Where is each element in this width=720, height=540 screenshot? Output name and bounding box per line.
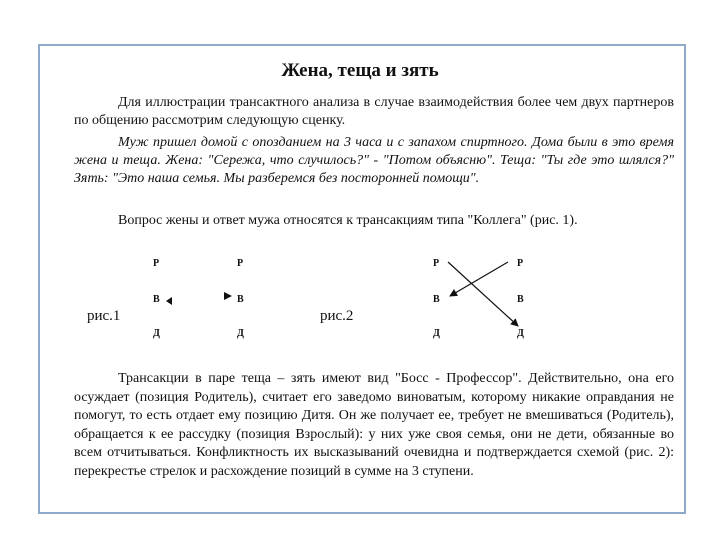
fig2-parent-right: Р xyxy=(517,258,524,269)
fig1-child-left: Д xyxy=(153,328,160,339)
fig2-child-left: Д xyxy=(433,328,440,339)
question-paragraph: Вопрос жены и ответ мужа относятся к трансакциям типа "Коллега" (рис. 1). xyxy=(118,213,578,228)
fig1-parent-right: Р xyxy=(237,258,244,269)
intro-paragraph: Для иллюстрации трансактного анализа в случае взаимодействия более чем двух партнеров по общению рассмотрим следующую сценку. xyxy=(74,95,674,128)
page-title: Жена, теща и зять xyxy=(281,60,439,81)
fig1-adult-left: В xyxy=(153,294,160,305)
fig2-parent-left: Р xyxy=(433,258,440,269)
fig2-child-right: Д xyxy=(517,328,524,339)
fig1-caption: рис.1 xyxy=(87,308,121,324)
fig2-adult-left: В xyxy=(433,294,440,305)
fig1-arrow-right xyxy=(224,292,232,300)
fig1-parent-left: Р xyxy=(153,258,160,269)
fig1-adult-right: В xyxy=(237,294,244,305)
fig1-diagram xyxy=(140,250,260,345)
conclusion-paragraph: Трансакции в паре теща – зять имеют вид "Босс - Профессор". Действительно, она его осуждает (позиция Родитель), считает его заведомо виноватым, которому никакие оправдания не помогут, то есть отдает ему позицию Дитя. Он же получает ее, требует не вмешиваться (Родитель), обращается к ее рассудку (позиция Взрослый): у них уже своя семья, они не дети, обязанные во всем отчитываться. Конфликтность их высказываний очевидна и подтверждается схемой (рис. 2): перекрестье стрелок и расхождение позиций в сумме на 3 ступени. xyxy=(74,371,674,479)
fig1-arrows xyxy=(140,250,260,345)
fig1-child-right: Д xyxy=(237,328,244,339)
scene-paragraph: Муж пришел домой с опозданием на 3 часа и с запахом спиртного. Дома были в это время жена и теща. Жена: "Сережа, что случилось?" - "Потом объясню". Теща: "Ты где это шлялся?" Зять: "Это наша семья. Мы разберемся без посторонней помощи". xyxy=(74,135,674,186)
fig2-arrows xyxy=(420,250,540,345)
fig2-arrow-parent-to-child xyxy=(448,262,518,326)
fig1-arrow-left xyxy=(166,297,172,305)
fig2-diagram xyxy=(420,250,540,345)
fig2-adult-right: В xyxy=(517,294,524,305)
fig2-caption: рис.2 xyxy=(320,308,354,324)
